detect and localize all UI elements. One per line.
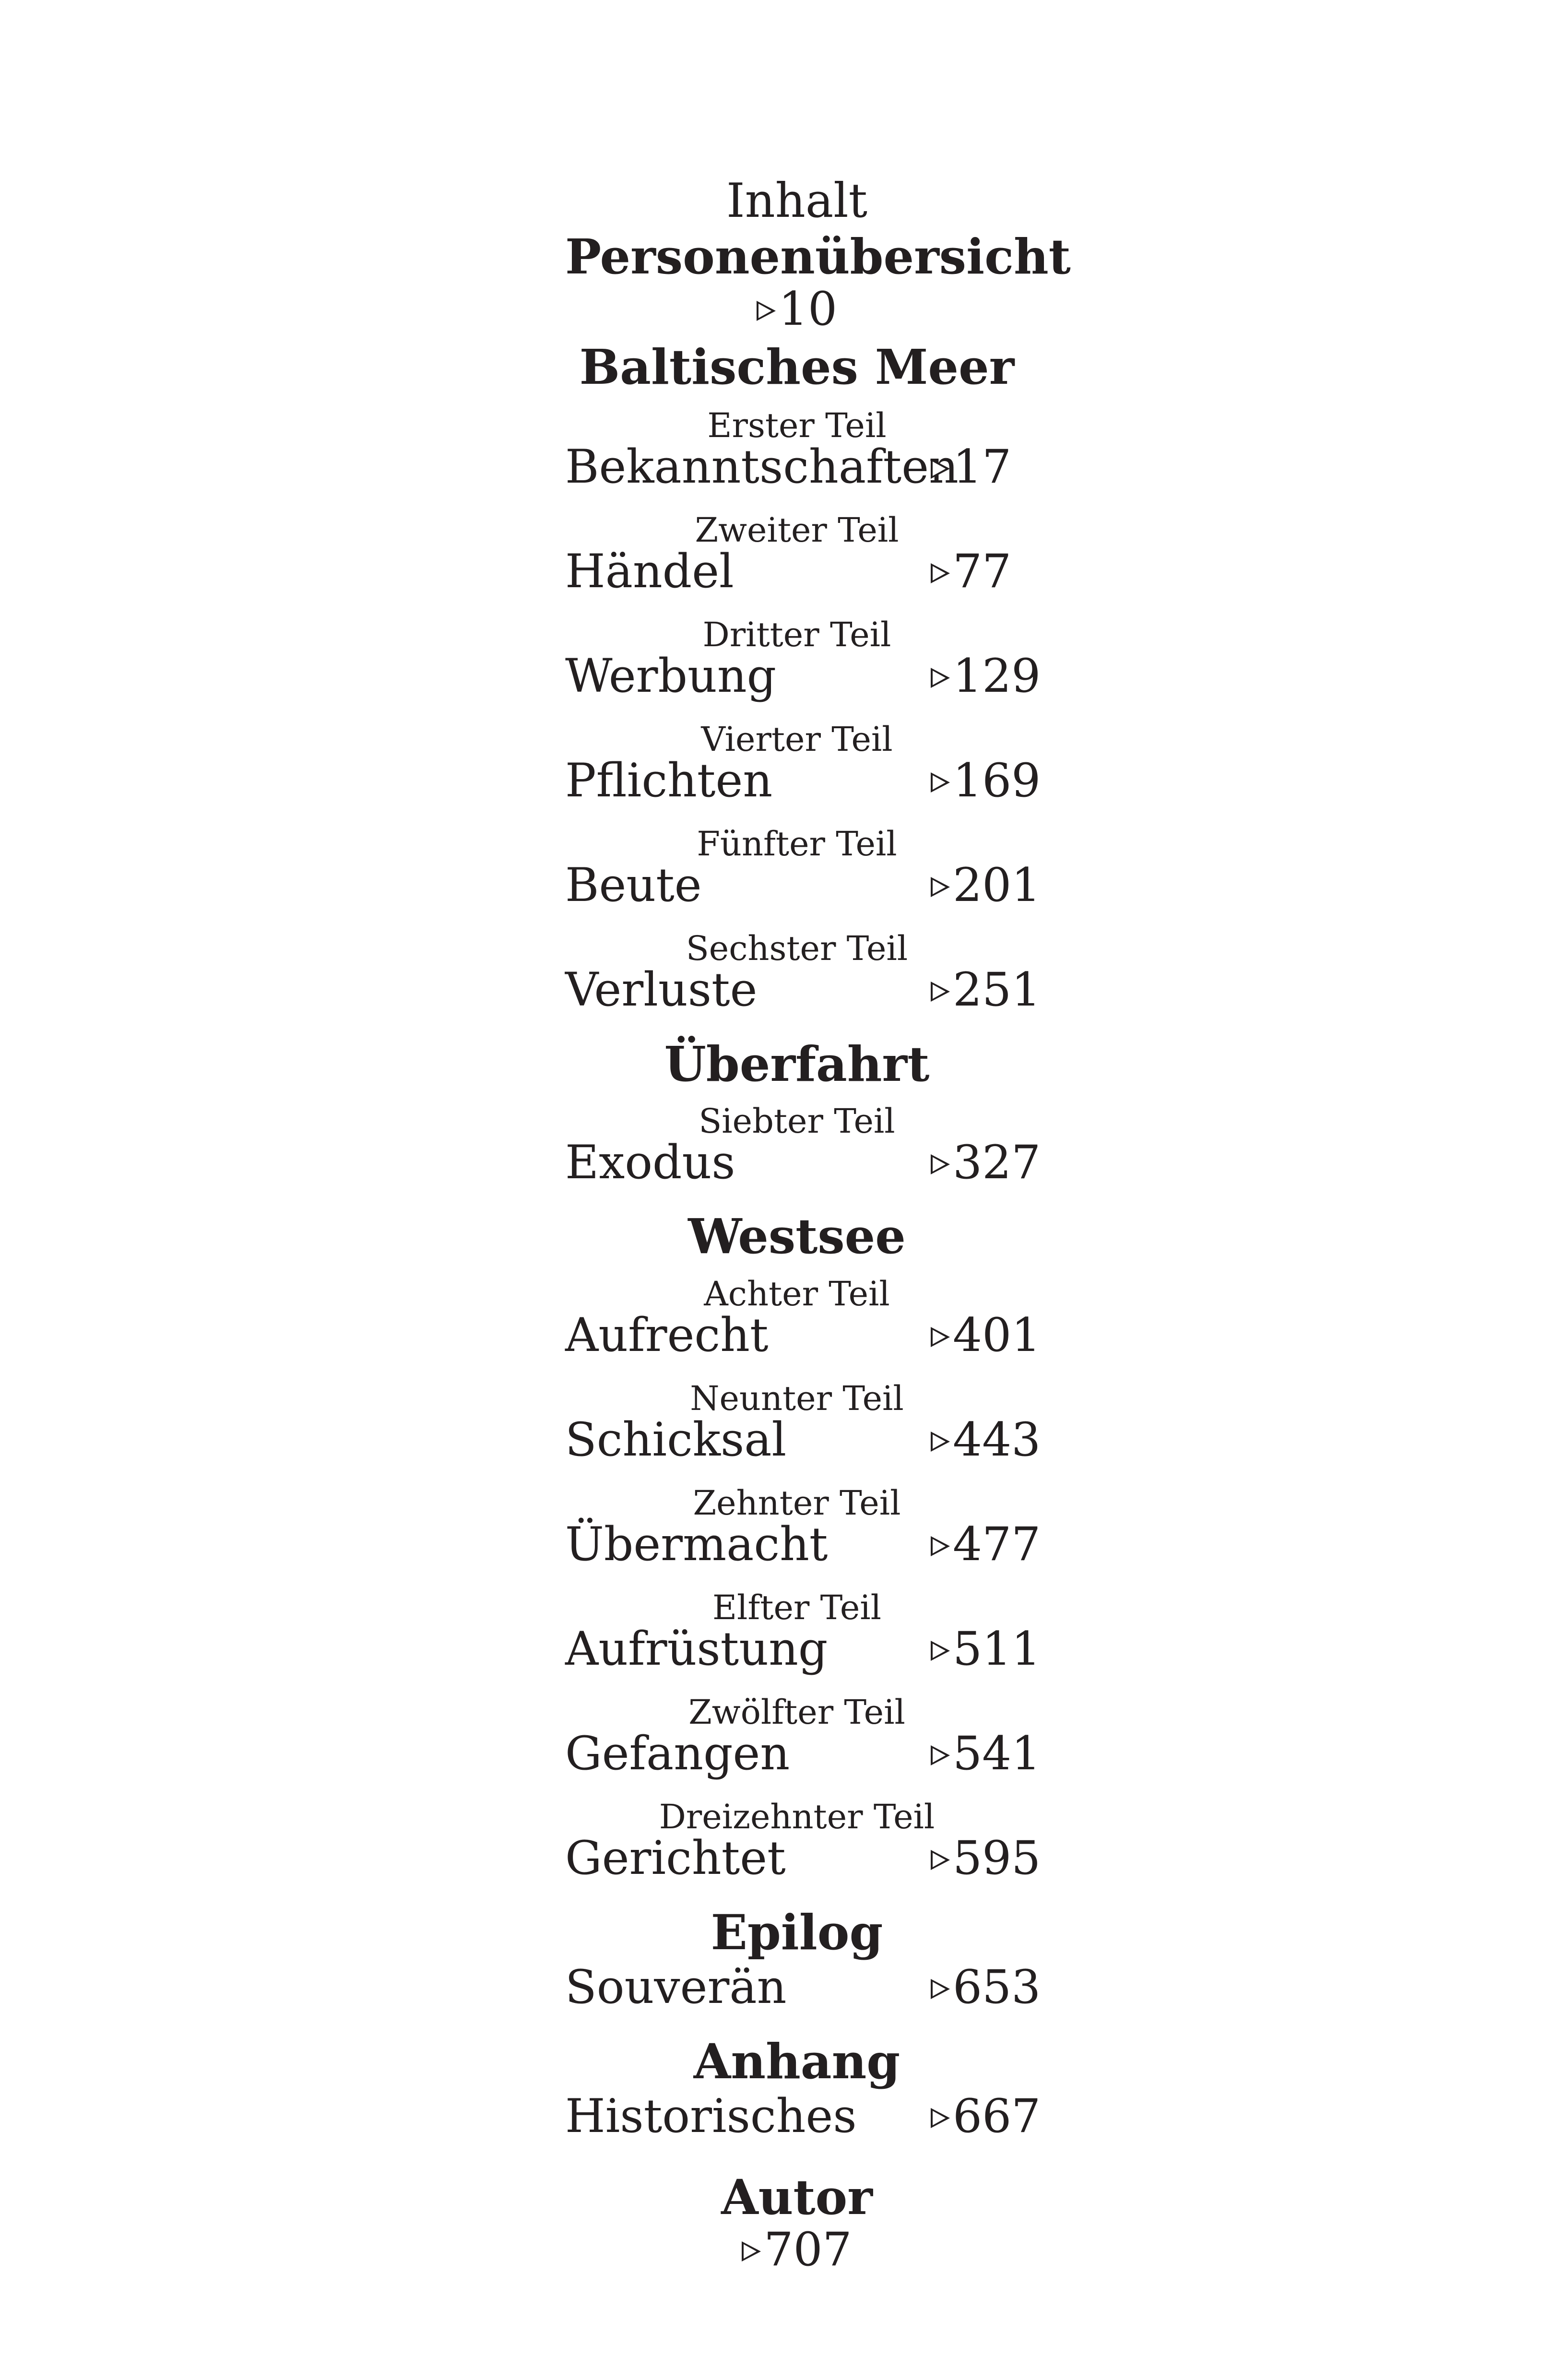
page-marker-icon bbox=[931, 563, 950, 583]
personenuebersicht-page-ref[interactable] bbox=[565, 282, 1029, 336]
part-label: Zwölfter Teil bbox=[688, 1693, 905, 1732]
entry-page: 129 bbox=[931, 653, 1041, 699]
entry-title: Händel bbox=[565, 545, 734, 598]
heading-ueberfahrt: Überfahrt bbox=[664, 1036, 930, 1092]
entry-page: 201 bbox=[931, 862, 1041, 908]
entry-title: Exodus bbox=[565, 1136, 735, 1189]
entry-title: Übermacht bbox=[565, 1517, 828, 1571]
toc-entry[interactable] bbox=[565, 649, 1041, 706]
page-marker-icon bbox=[931, 877, 950, 897]
part-label: Neunter Teil bbox=[690, 1379, 904, 1418]
entry-page: 77 bbox=[931, 548, 1011, 594]
part-label: Dreizehnter Teil bbox=[659, 1797, 935, 1836]
toc-entry[interactable] bbox=[565, 963, 1041, 1019]
page-marker-icon bbox=[931, 1432, 950, 1452]
entry-title: Aufrüstung bbox=[565, 1622, 828, 1676]
entry-page: 251 bbox=[931, 967, 1041, 1013]
part-label: Erster Teil bbox=[707, 406, 887, 445]
heading-baltisches-meer: Baltisches Meer bbox=[579, 339, 1015, 395]
page-number: 707 bbox=[764, 2223, 852, 2276]
toc-entry[interactable] bbox=[565, 545, 1029, 601]
page-marker-icon bbox=[931, 1850, 950, 1870]
toc-entry[interactable] bbox=[565, 1831, 1041, 1888]
entry-title: Beute bbox=[565, 858, 702, 912]
entry-page: 653 bbox=[931, 1964, 1041, 2010]
entry-page: 477 bbox=[931, 1521, 1041, 1567]
part-label: Zehnter Teil bbox=[693, 1483, 901, 1523]
entry-title: Gefangen bbox=[565, 1727, 790, 1780]
page-title: Inhalt bbox=[726, 174, 868, 228]
entry-page: 595 bbox=[931, 1835, 1041, 1881]
toc-entry[interactable] bbox=[565, 1308, 1041, 1365]
page-marker-icon bbox=[931, 668, 950, 688]
entry-title: Pflichten bbox=[565, 754, 773, 807]
toc-entry[interactable] bbox=[565, 1136, 1041, 1192]
part-label: Dritter Teil bbox=[702, 615, 891, 654]
part-label: Vierter Teil bbox=[701, 720, 893, 759]
page-marker-icon bbox=[931, 2108, 950, 2128]
toc-entry[interactable] bbox=[565, 1413, 1041, 1469]
entry-page: 401 bbox=[931, 1312, 1041, 1358]
entry-title: Verluste bbox=[565, 963, 758, 1017]
heading-anhang: Anhang bbox=[693, 2033, 900, 2090]
page-marker-icon bbox=[931, 772, 950, 793]
toc-entry[interactable] bbox=[565, 1622, 1041, 1679]
entry-title: Gerichtet bbox=[565, 1831, 786, 1885]
part-label: Zweiter Teil bbox=[695, 510, 899, 550]
toc-entry[interactable] bbox=[565, 440, 1029, 497]
page-marker-icon bbox=[931, 982, 950, 1002]
entry-page: 169 bbox=[931, 758, 1041, 804]
page-marker-icon bbox=[931, 459, 950, 479]
entry-title: Werbung bbox=[565, 649, 777, 703]
page-marker-icon bbox=[931, 1641, 950, 1661]
entry-page: 327 bbox=[931, 1139, 1041, 1185]
page-marker-icon bbox=[931, 1154, 950, 1174]
entry-page: 443 bbox=[931, 1417, 1041, 1463]
toc-entry[interactable] bbox=[565, 1960, 1041, 2017]
entry-page: 667 bbox=[931, 2093, 1041, 2139]
entry-title: Souverän bbox=[565, 1960, 787, 2014]
entry-title: Aufrecht bbox=[565, 1308, 769, 1362]
heading-autor: Autor bbox=[721, 2169, 873, 2226]
heading-personenuebersicht: Personenübersicht bbox=[565, 228, 1071, 285]
toc-entry[interactable] bbox=[565, 1517, 1041, 1574]
entry-title: Schicksal bbox=[565, 1413, 787, 1467]
page-number: 10 bbox=[778, 282, 838, 336]
page-marker-icon bbox=[931, 1979, 950, 1999]
toc-entry[interactable] bbox=[565, 2089, 1041, 2146]
entry-title: Bekanntschaften bbox=[565, 440, 959, 494]
toc-entry[interactable] bbox=[565, 754, 1041, 810]
heading-epilog: Epilog bbox=[711, 1904, 883, 1961]
entry-page: 17 bbox=[931, 444, 1011, 490]
toc-entry[interactable] bbox=[565, 858, 1041, 915]
part-label: Fünfter Teil bbox=[697, 824, 897, 864]
page-marker-icon bbox=[931, 1745, 950, 1765]
page-marker-icon bbox=[757, 301, 776, 321]
autor-page-ref[interactable] bbox=[565, 2223, 1029, 2276]
entry-page: 541 bbox=[931, 1730, 1041, 1776]
page-marker-icon bbox=[931, 1327, 950, 1347]
entry-title: Historisches bbox=[565, 2089, 857, 2143]
heading-westsee: Westsee bbox=[688, 1208, 906, 1265]
entry-page: 511 bbox=[931, 1626, 1041, 1672]
toc-entry[interactable] bbox=[565, 1727, 1041, 1783]
part-label: Achter Teil bbox=[704, 1274, 890, 1314]
part-label: Elfter Teil bbox=[712, 1588, 882, 1627]
page-marker-icon bbox=[931, 1536, 950, 1556]
part-label: Siebter Teil bbox=[699, 1101, 895, 1141]
part-label: Sechster Teil bbox=[686, 929, 908, 968]
page-marker-icon bbox=[742, 2241, 761, 2262]
